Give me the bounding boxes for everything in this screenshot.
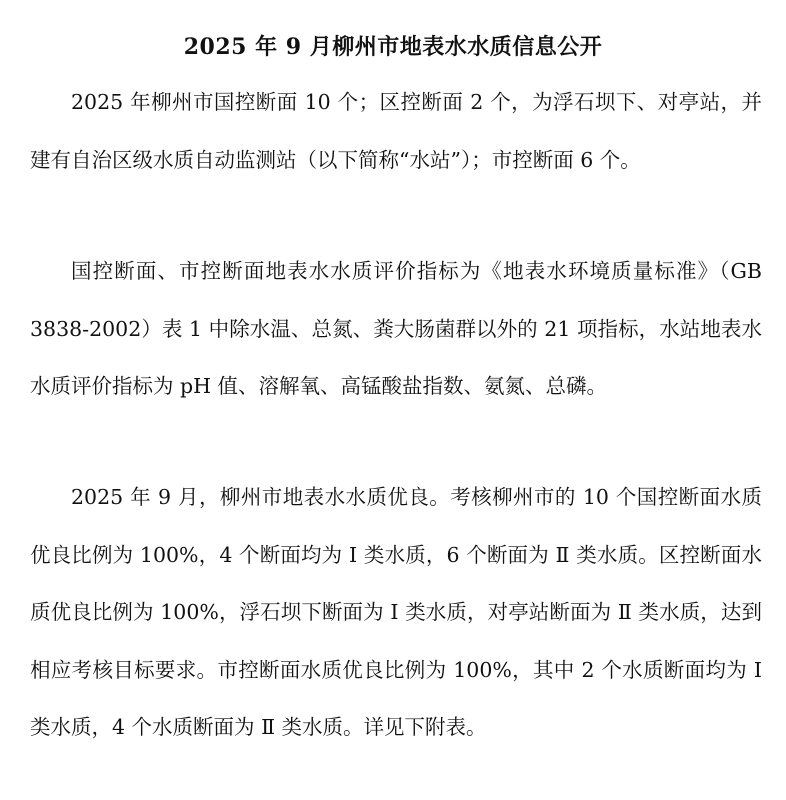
paragraph-monitoring-sections: 2025 年柳州市国控断面 10 个；区控断面 2 个，为浮石坝下、对亭站，并建有自治区级水质自动监测站（以下简称“水站”）；市控断面 6 个。 bbox=[30, 90, 762, 172]
document-title: 2025 年 9 月柳州市地表水水质信息公开 bbox=[183, 34, 603, 60]
paragraph-evaluation-indicators: 国控断面、市控断面地表水水质评价指标为《地表水环境质量标准》（GB 3838-2002）表 1 中除水温、总氮、粪大肠菌群以外的 21 项指标，水站地表水水质评价指标为 pH 值、溶解氧、高锰酸盐指数、氨氮、总磷。 bbox=[30, 259, 762, 398]
paragraph-water-quality-results: 2025 年 9 月，柳州市地表水水质优良。考核柳州市的 10 个国控断面水质优良比例为 100%，4 个断面均为 Ⅰ 类水质，6 个断面为 Ⅱ 类水质。区控断面水质优良比例为 100%，浮石坝下断面为 Ⅰ 类水质，对亭站断面为 Ⅱ 类水质，达到相应考核目标要求。市控断面水质优良比例为 100%，其中 2 个水质断面均为 Ⅰ 类水质，4 个水质断面为 Ⅱ 类水质。详见下附表。 bbox=[30, 485, 762, 739]
